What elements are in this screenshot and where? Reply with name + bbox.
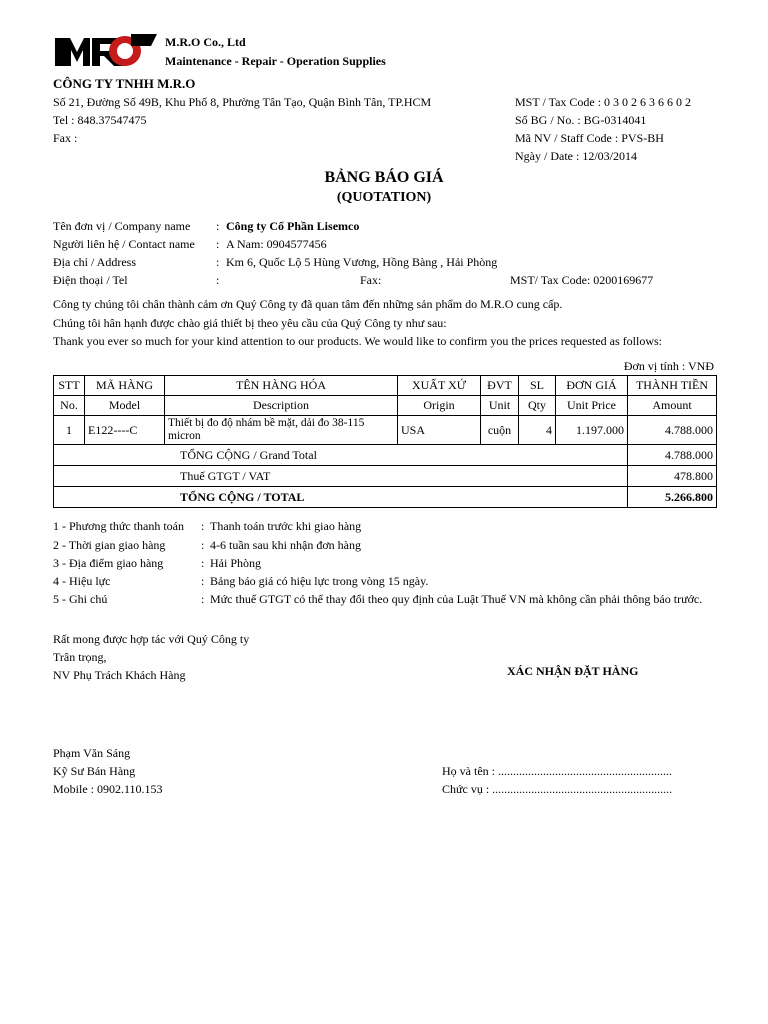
mro-logo xyxy=(55,32,157,68)
vat-row xyxy=(54,466,717,487)
doc-subtitle: (QUOTATION) xyxy=(336,190,432,205)
term-value: Mức thuế GTGT có thể thay đổi theo quy định của Luật Thuế VN mà không cần phải thông báo trước. xyxy=(210,592,703,606)
customer-fax: Fax: xyxy=(360,273,382,287)
tel-label: Điện thoại / Tel xyxy=(53,273,128,287)
customer-company: Công ty Cổ Phần Lisemco xyxy=(226,219,360,233)
total-row xyxy=(54,487,717,508)
vat-value: 478.800 xyxy=(628,466,717,487)
item-amount: 4.788.000 xyxy=(628,416,717,445)
term-value: Thanh toán trước khi giao hàng xyxy=(210,519,362,533)
signatory-position: Kỹ Sư Bán Hàng xyxy=(53,764,136,778)
intro-line-2: Chúng tôi hân hạnh được chào giá thiết bị theo yêu cầu của Quý Công ty như sau: xyxy=(53,316,447,330)
col-header: ĐƠN GIÁ xyxy=(556,376,628,396)
item-description: Thiết bị đo độ nhám bề mặt, dải đo 38-115 micron xyxy=(165,416,398,445)
col-header: THÀNH TIỀN xyxy=(628,376,717,396)
grand-total-value: 4.788.000 xyxy=(628,445,717,466)
col-header: Qty xyxy=(519,396,556,416)
staff-code: Mã NV / Staff Code : PVS-BH xyxy=(515,131,664,145)
intro-line-1: Công ty chúng tôi chân thành cảm ơn Quý Công ty đã quan tâm đến những sản phẩm do M.R.O cung cấp. xyxy=(53,297,563,311)
address-label: Địa chỉ / Address xyxy=(53,255,136,269)
seller-tel: Tel : 848.37547475 xyxy=(53,113,147,127)
colon: : xyxy=(216,237,220,251)
tax-code: MST / Tax Code : 0 3 0 2 6 3 6 6 0 2 xyxy=(515,95,692,109)
header-row-en xyxy=(54,396,717,416)
seller-address: Số 21, Đường Số 49B, Khu Phố 8, Phường Tân Tạo, Quận Bình Tân, TP.HCM xyxy=(53,95,432,109)
currency-unit-note: Đơn vị tính : VNĐ xyxy=(623,359,714,373)
closing-line-3: NV Phụ Trách Khách Hàng xyxy=(53,668,186,682)
col-header: Model xyxy=(85,396,165,416)
term-value: 4-6 tuần sau khi nhận đơn hàng xyxy=(210,538,361,552)
item-model: E122----C xyxy=(85,416,165,445)
col-header: Origin xyxy=(398,396,481,416)
grand-total-row xyxy=(54,445,717,466)
term-label: 1 - Phương thức thanh toán xyxy=(53,519,185,533)
colon: : xyxy=(216,219,220,233)
colon: : xyxy=(201,556,205,570)
table-row xyxy=(54,416,717,445)
order-confirmation-heading: XÁC NHẬN ĐẶT HÀNG xyxy=(507,664,639,678)
col-header: No. xyxy=(54,396,85,416)
term-label: 5 - Ghi chú xyxy=(53,592,108,606)
closing-line-1: Rất mong được hợp tác với Quý Công ty xyxy=(53,632,250,646)
term-label: 4 - Hiệu lực xyxy=(53,574,111,588)
term-value: Hải Phòng xyxy=(210,556,261,570)
colon: : xyxy=(216,273,220,287)
grand-total-label: TỔNG CỘNG / Grand Total xyxy=(54,445,628,466)
colon: : xyxy=(201,538,205,552)
customer-contact: A Nam: 0904577456 xyxy=(226,237,327,251)
vat-label: Thuế GTGT / VAT xyxy=(54,466,628,487)
quotation-table xyxy=(53,375,717,508)
colon: : xyxy=(201,592,205,606)
col-header: XUẤT XỨ xyxy=(398,376,481,396)
intro-line-3: Thank you ever so much for your kind attention to our products. We would like to confirm you the prices requested as follows: xyxy=(53,334,663,348)
col-header: SL xyxy=(519,376,556,396)
item-unit-price: 1.197.000 xyxy=(556,416,628,445)
term-value: Bảng báo giá có hiệu lực trong vòng 15 ngày. xyxy=(210,574,429,588)
company-label: Tên đơn vị / Company name xyxy=(53,219,191,233)
seller-name: CÔNG TY TNHH M.R.O xyxy=(53,76,196,91)
total-value: 5.266.800 xyxy=(628,487,717,508)
company-name: M.R.O Co., Ltd xyxy=(165,35,246,49)
item-origin: USA xyxy=(398,416,481,445)
item-no: 1 xyxy=(54,416,85,445)
total-label: TỔNG CỘNG / TOTAL xyxy=(54,487,628,508)
signatory-mobile: Mobile : 0902.110.153 xyxy=(53,782,163,796)
customer-tax-code: MST/ Tax Code: 0200169677 xyxy=(510,273,654,287)
colon: : xyxy=(201,519,205,533)
term-label: 2 - Thời gian giao hàng xyxy=(53,538,166,552)
doc-title: BẢNG BÁO GIÁ xyxy=(324,169,444,186)
signatory-name: Phạm Văn Sáng xyxy=(53,746,131,760)
colon: : xyxy=(201,574,205,588)
col-header: Unit xyxy=(481,396,519,416)
colon: : xyxy=(216,255,220,269)
confirm-position-field: Chức vụ : ............................................................ xyxy=(442,782,673,796)
contact-label: Người liên hệ / Contact name xyxy=(53,237,195,251)
col-header: Unit Price xyxy=(556,396,628,416)
col-header: Description xyxy=(165,396,398,416)
header-row-vn xyxy=(54,376,717,396)
closing-line-2: Trân trọng, xyxy=(53,650,107,664)
company-tagline: Maintenance - Repair - Operation Supplies xyxy=(165,54,386,68)
quote-number: Số BG / No. : BG-0314041 xyxy=(515,113,647,127)
col-header: MÃ HÀNG xyxy=(85,376,165,396)
col-header: STT xyxy=(54,376,85,396)
term-label: 3 - Địa điểm giao hàng xyxy=(53,556,164,570)
quote-date: Ngày / Date : 12/03/2014 xyxy=(515,149,637,163)
item-qty: 4 xyxy=(519,416,556,445)
col-header: TÊN HÀNG HÓA xyxy=(165,376,398,396)
col-header: ĐVT xyxy=(481,376,519,396)
item-unit: cuộn xyxy=(481,416,519,445)
col-header: Amount xyxy=(628,396,717,416)
seller-fax: Fax : xyxy=(53,131,78,145)
customer-address: Km 6, Quốc Lộ 5 Hùng Vương, Hồng Bàng , Hải Phòng xyxy=(226,255,498,269)
confirm-name-field: Họ và tên : .......................................................... xyxy=(442,764,672,778)
